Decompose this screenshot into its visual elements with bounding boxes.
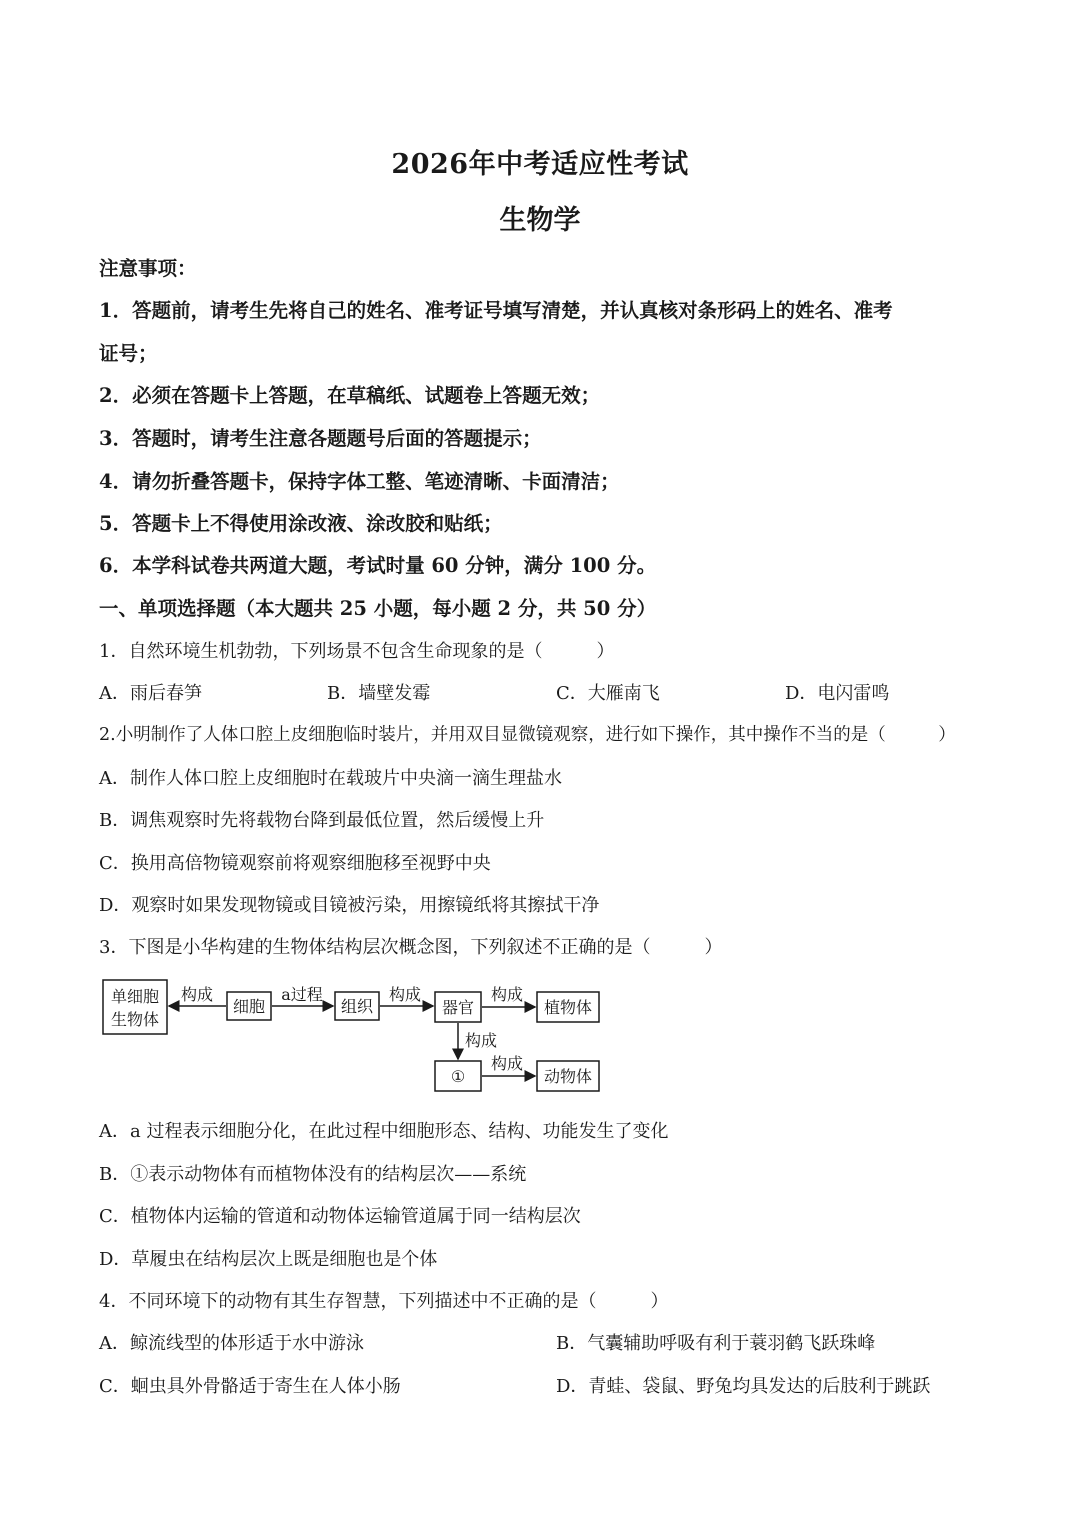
animal-label: 动物体 (543, 1067, 593, 1086)
tissue-label: 组织 (340, 997, 374, 1016)
notice-item: 6．本学科试卷共两道大题，考试时量 60 分钟，满分 100 分。 (99, 554, 657, 577)
option-b: B．墙壁发霉 (327, 683, 431, 704)
notice-item: 3．答题时，请考生注意各题题号后面的答题提示； (99, 427, 542, 450)
arrow-label: 构成 (490, 1054, 524, 1073)
question-stem: 4．不同环境下的动物有其生存智慧，下列描述中不正确的是（ ） (99, 1291, 669, 1312)
option-d: D．观察时如果发现物镜或目镜被污染，用擦镜纸将其擦拭干净 (99, 895, 600, 916)
question-stem: 1．自然环境生机勃勃，下列场景不包含生命现象的是（ ） (99, 641, 615, 662)
option-d: D．电闪雷鸣 (785, 683, 890, 704)
notice-heading: 注意事项： (99, 257, 197, 280)
option-a: A．鲸流线型的体形适于水中游泳 (99, 1333, 364, 1354)
arrow-label: 构成 (180, 985, 214, 1004)
unicellular-label-1: 单细胞 (110, 987, 160, 1006)
subject-title: 生物学 (499, 205, 581, 236)
option-a: A．雨后春笋 (99, 683, 202, 704)
notice-item: 2．必须在答题卡上答题，在草稿纸、试题卷上答题无效； (99, 384, 601, 407)
option-c: C．换用高倍物镜观察前将观察细胞移至视野中央 (99, 853, 491, 874)
section-heading: 一、单项选择题（本大题共 25 小题，每小题 2 分，共 50 分） (99, 597, 657, 620)
option-b: B．气囊辅助呼吸有利于蓑羽鹤飞跃珠峰 (556, 1333, 876, 1354)
arrow-label: a过程 (281, 985, 323, 1004)
arrow-label: 构成 (464, 1031, 498, 1050)
option-c: C．植物体内运输的管道和动物体运输管道属于同一结构层次 (99, 1206, 581, 1227)
structure-level-diagram (99, 976, 609, 1098)
option-d: D．草履虫在结构层次上既是细胞也是个体 (99, 1249, 438, 1270)
organ-label: 器官 (441, 998, 475, 1017)
option-a: A．a 过程表示细胞分化，在此过程中细胞形态、结构、功能发生了变化 (99, 1121, 669, 1142)
notice-item: 4．请勿折叠答题卡，保持字体工整、笔迹清晰、卡面清洁； (99, 470, 620, 493)
arrow-label: 构成 (490, 985, 524, 1004)
option-c: C．蛔虫具外骨骼适于寄生在人体小肠 (99, 1376, 401, 1397)
notice-item: 1．答题前，请考生先将自己的姓名、准考证号填写清楚，并认真核对条形码上的姓名、准考 (99, 299, 893, 322)
option-b: B．调焦观察时先将载物台降到最低位置，然后缓慢上升 (99, 810, 545, 831)
option-b: B．①表示动物体有而植物体没有的结构层次——系统 (99, 1164, 527, 1185)
unicellular-label-2: 生物体 (110, 1010, 160, 1029)
question-stem: 2.小明制作了人体口腔上皮细胞临时装片，并用双目显微镜观察，进行如下操作，其中操作不当的是（ ） (99, 725, 956, 745)
option-c: C．大雁南飞 (556, 683, 660, 704)
notice-item: 5．答题卡上不得使用涂改液、涂改胶和贴纸； (99, 512, 503, 535)
circle1-label: ① (450, 1067, 466, 1086)
question-stem: 3．下图是小华构建的生物体结构层次概念图，下列叙述不正确的是（ ） (99, 937, 723, 958)
arrow-label: 构成 (388, 985, 422, 1004)
plant-label: 植物体 (543, 998, 593, 1017)
option-d: D．青蛙、袋鼠、野兔均具发达的后肢利于跳跃 (556, 1376, 931, 1397)
exam-title: 2026年中考适应性考试 (391, 149, 689, 180)
cell-label: 细胞 (232, 997, 266, 1016)
notice-item: 证号； (99, 342, 158, 365)
option-a: A．制作人体口腔上皮细胞时在载玻片中央滴一滴生理盐水 (99, 768, 562, 789)
